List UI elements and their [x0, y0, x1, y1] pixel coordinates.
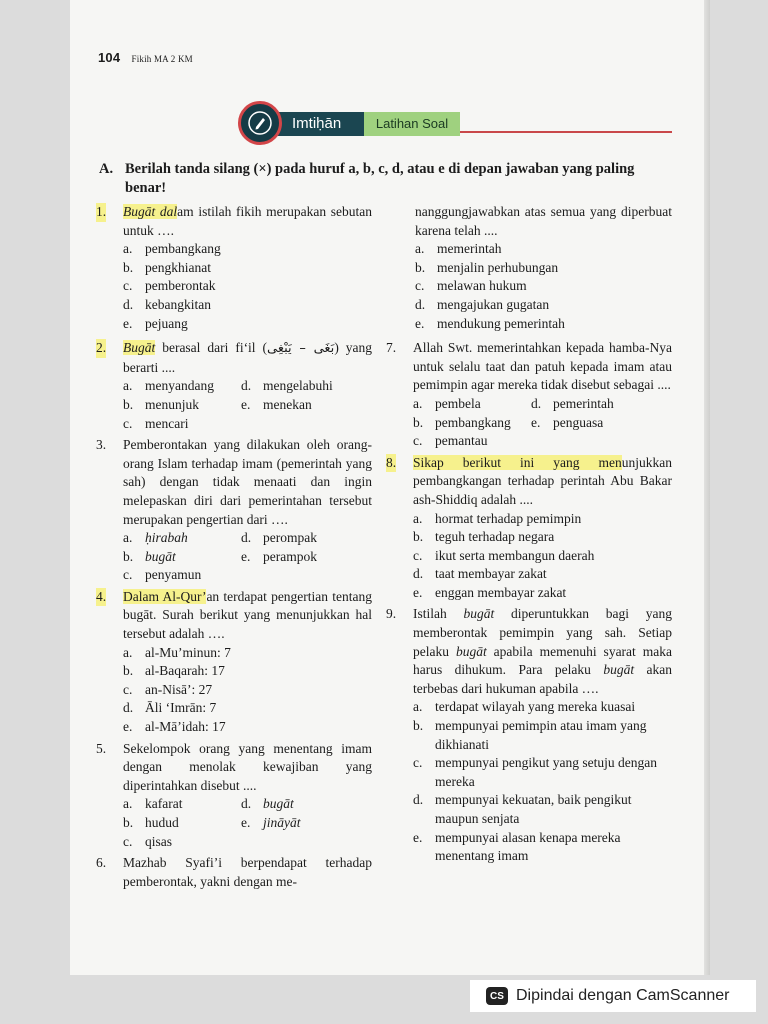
question-6 — [96, 854, 372, 891]
section-letter: A. — [99, 161, 114, 177]
question-8 — [386, 454, 672, 603]
question-number: 1. — [96, 203, 106, 222]
highlighted-text: Bugāt dal — [123, 204, 178, 219]
option[interactable]: d. pemerintah — [531, 395, 614, 411]
option[interactable]: e. menekan — [241, 396, 312, 412]
question-number: 7. — [386, 340, 397, 356]
option[interactable]: d. Āli ‘Imrān: 7 — [123, 700, 217, 716]
option[interactable]: e. mendukung pemerintah — [415, 315, 565, 331]
option[interactable]: b. menjalin perhubungan — [415, 259, 559, 275]
option[interactable]: c. mencari — [123, 415, 189, 431]
option[interactable]: c. ikut serta membangun daerah — [413, 547, 595, 563]
option[interactable]: a. memerintah — [415, 241, 502, 257]
question-6-continued — [386, 203, 672, 333]
banner-tag-latihan: Latihan Soal — [364, 112, 460, 136]
option[interactable]: a. hormat terhadap pemimpin — [413, 510, 582, 526]
question-stem: berasal dari fi‘il ( — [162, 340, 268, 356]
option[interactable]: e. jināyāt — [241, 815, 301, 830]
option[interactable]: a. al-Mu’minun: 7 — [123, 644, 231, 660]
option[interactable]: b. mempunyai pemimpin atau imam yang dikhianati — [413, 718, 647, 752]
option[interactable]: b. hudud — [123, 815, 179, 830]
question-stem: an terdapat pengertian tentang bugāt. Surah berikut yang menunjukkan hal tersebut adalah …. — [123, 588, 372, 642]
option[interactable]: c. melawan hukum — [415, 278, 527, 294]
option[interactable]: c. penyamun — [123, 567, 202, 583]
question-number: 5. — [96, 740, 107, 756]
option[interactable]: e. mempunyai alasan kenapa mereka menentang imam — [413, 829, 621, 864]
question-number: 3. — [96, 437, 107, 453]
question-1 — [96, 203, 372, 333]
question-stem: Allah Swt. memerintahkan kepada hamba-Nya untuk selalu taat dan patuh kepada imam atau pemimpin agar mereka tidak disebut sebagai .... — [413, 340, 672, 393]
option[interactable]: d. taat membayar zakat — [413, 566, 547, 582]
left-column — [96, 203, 372, 894]
question-stem: unjukkan pembangkangan terhadap perintah Abu Bakar ash-Shiddiq adalah .... — [413, 454, 672, 507]
question-2 — [96, 339, 372, 433]
instruction-text: Berilah tanda silang (×) pada huruf a, b, c, d, atau e di depan jawaban yang paling benar! — [125, 161, 635, 196]
option[interactable]: b. al-Baqarah: 17 — [123, 663, 225, 679]
question-stem: Mazhab Syafi’i berpendapat terhadap pemberontak, yakni dengan me- — [123, 855, 372, 889]
option[interactable]: b. menunjuk — [123, 396, 199, 412]
option[interactable]: b. pembangkang — [413, 414, 511, 430]
option[interactable]: e. al-Mā’idah: 17 — [123, 719, 226, 735]
option[interactable]: e. pejuang — [123, 315, 188, 331]
question-9 — [386, 605, 672, 865]
running-header — [98, 50, 193, 66]
option[interactable]: c. mempunyai pengikut yang setuju dengan mereka — [413, 755, 657, 789]
question-7 — [386, 339, 672, 451]
option[interactable]: d. perompak — [241, 530, 317, 546]
option[interactable]: d. bugāt — [241, 796, 294, 812]
question-5 — [96, 740, 372, 852]
option[interactable]: d. mengelabuhi — [241, 378, 333, 394]
option[interactable]: b. teguh terhadap negara — [413, 529, 555, 545]
option[interactable]: c. qisas — [123, 833, 172, 849]
option[interactable]: a. kafarat — [123, 796, 183, 812]
question-number: 9. — [386, 606, 397, 622]
question-stem: Istilah bugāt diperuntukkan bagi yang memberontak pemimpin yang sah. Setiap pelaku bugāt apabila memenuhi syarat maka harus dihukum. Para pelaku bugāt akan terbebas dari hukuman apabila …. — [413, 606, 673, 696]
option[interactable]: a. terdapat wilayah yang mereka kuasai — [413, 699, 636, 715]
option[interactable]: a. ḥirabah — [123, 530, 188, 546]
book-title: Fikih MA 2 KM — [131, 54, 193, 64]
option[interactable]: c. pemantau — [413, 433, 488, 449]
arabic-text: بَغَى – يَبْغِى — [267, 341, 335, 357]
option[interactable]: e. penguasa — [531, 414, 604, 430]
highlighted-text: Bugāt — [123, 340, 156, 356]
question-number: 8. — [386, 454, 396, 473]
option[interactable]: d. mengajukan gugatan — [415, 296, 550, 312]
page-number: 104 — [98, 50, 121, 65]
section-banner — [238, 101, 672, 147]
question-stem: nanggungjawabkan atas semua yang diperbuat karena telah .... — [415, 204, 672, 238]
watermark-text: Dipindai dengan CamScanner — [516, 987, 730, 1004]
question-number: 4. — [96, 588, 106, 607]
question-stem: Sekelompok orang yang menentang imam dengan menolak kewajiban yang diperintahkan disebut .... — [123, 740, 372, 793]
instruction — [99, 160, 674, 201]
camscanner-watermark — [470, 980, 756, 1012]
option[interactable]: a. pembangkang — [123, 241, 221, 257]
page-edge — [704, 0, 710, 975]
option[interactable]: c. pemberontak — [123, 278, 216, 294]
option[interactable]: b. bugāt — [123, 548, 176, 564]
option[interactable]: d. mempunyai kekuatan, baik pengikut maupun senjata — [413, 792, 632, 826]
option[interactable]: c. an-Nisā’: 27 — [123, 681, 213, 697]
right-column — [386, 203, 672, 869]
option[interactable]: e. enggan membayar zakat — [413, 584, 567, 600]
option[interactable]: a. pembela — [413, 395, 481, 411]
camscanner-logo-icon: CS — [486, 987, 508, 1005]
option[interactable]: b. pengkhianat — [123, 259, 211, 275]
question-4 — [96, 588, 372, 737]
question-number: 2. — [96, 339, 106, 358]
question-stem-end: ) yang berarti .... — [123, 340, 373, 375]
question-3 — [96, 436, 372, 585]
banner-tag-imtihan: Imtiḥān — [276, 112, 366, 136]
option[interactable]: d. kebangkitan — [123, 296, 211, 312]
question-number: 6. — [96, 855, 107, 871]
option[interactable]: a. menyandang — [123, 378, 214, 394]
option[interactable]: e. perampok — [241, 548, 317, 564]
question-stem: Pemberontakan yang dilakukan oleh orang-orang Islam terhadap imam (pemerintah yang sah) dengan tidak menaati dan ingin melepaskan diri dari pemerintahan tersebut merupakan pengertian dari …. — [123, 437, 372, 527]
question-stem: am istilah fikih merupakan sebutan untuk …. — [123, 204, 373, 238]
highlighted-text: Sikap berikut ini yang men — [413, 454, 622, 470]
highlighted-text: Dalam Al-Qur’ — [123, 588, 207, 604]
pencil-icon — [238, 101, 282, 145]
